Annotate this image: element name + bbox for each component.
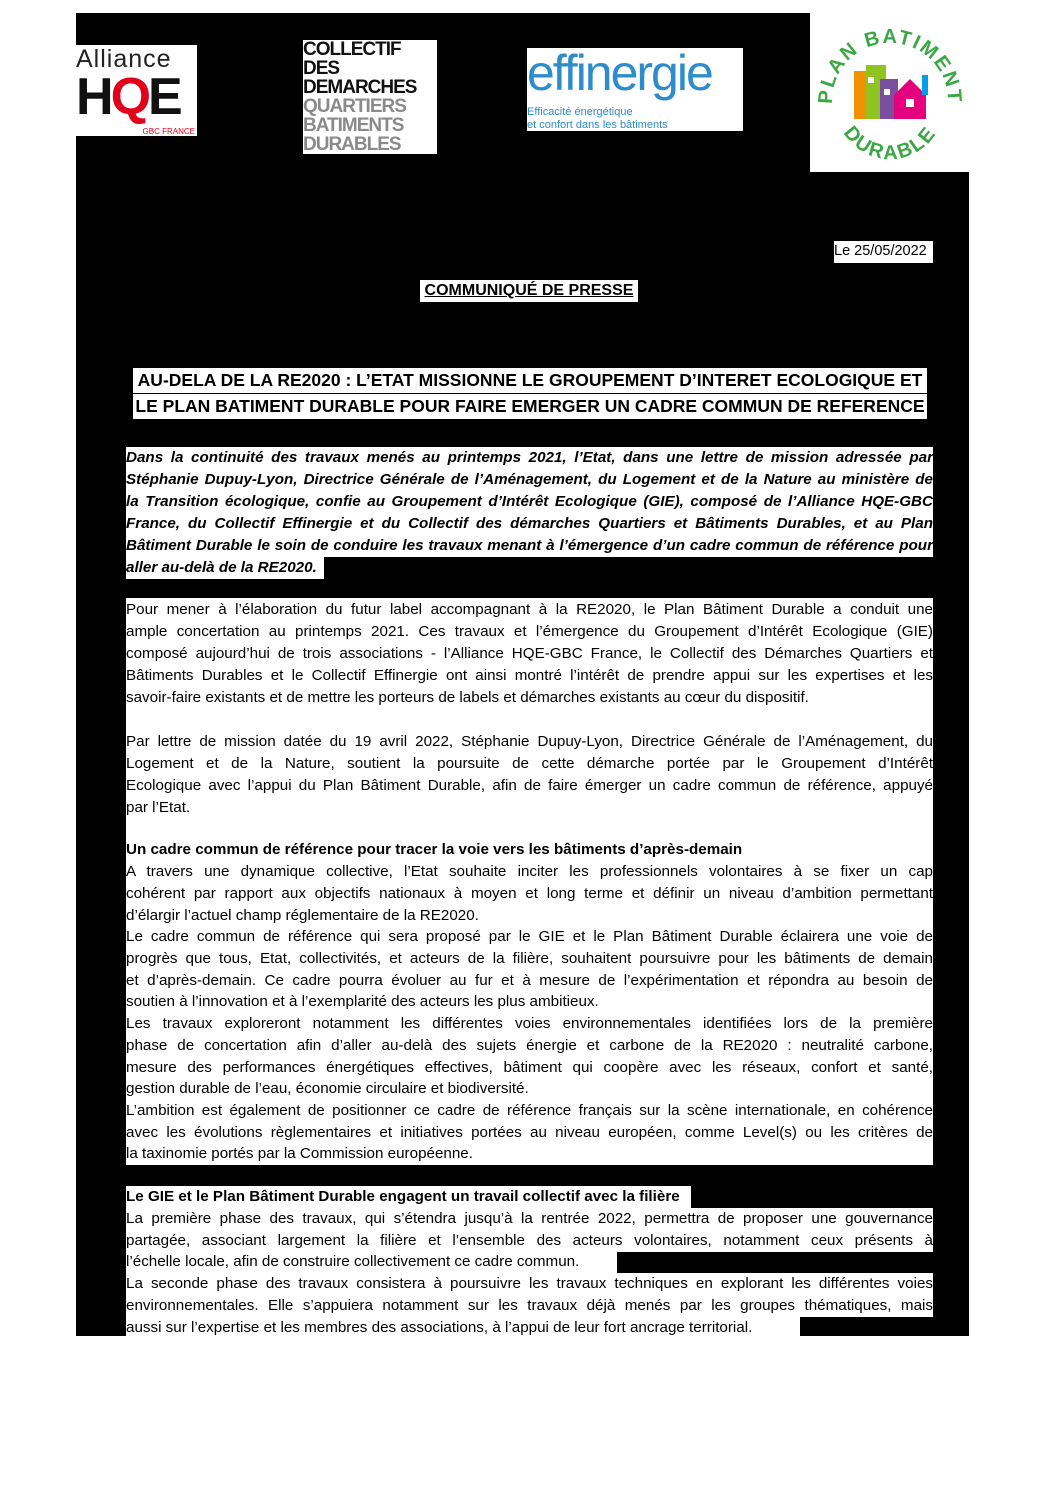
section-2-heading: Le GIE et le Plan Bâtiment Durable engagent un travail collectif avec la filière <box>126 1186 691 1208</box>
collectif-line: QUARTIERS <box>303 96 406 117</box>
section-2-line: l’échelle locale, afin de construire collectivement ce cadre commun. <box>126 1251 617 1273</box>
section-2-line: La première phase des travaux, qui s’étendra jusqu’à la rentrée 2022, permettra de proposer une gouvernance <box>126 1208 933 1230</box>
paragraph-1-line: savoir-faire existants et de mettre les porteurs de labels et démarches existants au cœur du dispositif. <box>126 687 933 709</box>
section-1-line: progrès que tous, Etat, collectivités, et acteurs de la filière, souhaitent poursuivre pour les bâtiments de demain <box>126 948 933 970</box>
collectif-line: DES <box>303 58 340 79</box>
section-1-line: Le cadre commun de référence qui sera proposé par le GIE et le Plan Bâtiment Durable éclairera une voie de <box>126 926 933 948</box>
section-1-heading: Un cadre commun de référence pour tracer la voie vers les bâtiments d’après-demain <box>126 839 933 861</box>
collectif-line: DEMARCHES <box>303 77 417 98</box>
collectif-line: BATIMENTS <box>303 115 404 136</box>
paragraph-2-line: Logement et de la Nature, soutient la poursuite de cette démarche portée par le Groupement d’Intérêt <box>126 753 933 775</box>
section-1-line: phase de concertation afin d’aller au-delà des sujets énergie et carbone de la RE2020 : neutralité carbone, <box>126 1035 933 1057</box>
intro-line: aller au-delà de la RE2020. <box>126 557 324 579</box>
logo-alliance-text: Alliance <box>76 45 172 73</box>
paragraph-2-line: par l’Etat. <box>126 797 933 819</box>
section-1-line: et d’après-demain. Ce cadre pourra évoluer au fur et à mesure de l’expérimentation et répondra au besoin de <box>126 970 933 992</box>
section-1-line: Les travaux exploreront notamment les différentes voies environnementales identifiées lors de la première <box>126 1013 933 1035</box>
collectif-line: COLLECTIF <box>303 40 401 60</box>
section-2-line: environnementales. Elle s’appuiera notamment sur les travaux déjà menés par les groupes thématiques, mais <box>126 1295 933 1317</box>
collectif-line: DURABLES <box>303 134 401 154</box>
plan-batiment-durable-emblem-icon <box>810 13 969 172</box>
section-1-line: mesure des performances énergétiques effectives, bâtiment qui coopère avec les réseaux, confort et santé, <box>126 1057 933 1079</box>
intro-line: Stéphanie Dupuy-Lyon, Directrice Générale de l’Aménagement, du Logement et de la Nature au ministère de <box>126 469 933 491</box>
effinergie-tagline: et confort dans les bâtiments <box>527 119 668 131</box>
effinergie-wordmark: effinergie <box>527 48 712 101</box>
plan-batiment-durable-logo <box>810 13 969 172</box>
section-1-line: avec les évolutions règlementaires et initiatives portées au niveau européen, comme Level(s) ou les critères de <box>126 1122 933 1144</box>
pbd-top-text: PLAN BATIMENT <box>814 25 966 105</box>
paragraph-1-line: Bâtiments Durables et le Collectif Effinergie ont ainsi montré l’intérêt de prendre appui sur les expertises et les <box>126 665 933 687</box>
title-line: AU-DELA DE LA RE2020 : L’ETAT MISSIONNE LE GROUPEMENT D’INTERET ECOLOGIQUE ET <box>133 368 927 393</box>
paragraph-1-line: Pour mener à l’élaboration du futur label accompagnant à la RE2020, le Plan Bâtiment Durable a conduit une <box>126 599 933 621</box>
document-type-heading: COMMUNIQUÉ DE PRESSE <box>420 280 638 302</box>
section-1-line: d’élargir l’actuel champ réglementaire de la RE2020. <box>126 905 933 927</box>
section-2-line: aussi sur l’expertise et les membres des associations, à l’appui de leur fort ancrage territorial. <box>126 1317 800 1339</box>
effinergie-logo <box>527 48 743 131</box>
paragraph-2-line: Ecologique avec l’appui du Plan Bâtiment Durable, afin de faire émerger un cadre commun de référence, appuyé <box>126 775 933 797</box>
section-2-line: La seconde phase des travaux consistera à poursuivre les travaux techniques en explorant les différentes voies <box>126 1273 933 1295</box>
section-1-line: cohérent par rapport aux objectifs nationaux à moyen et long terme et définir un niveau d’ambition permettant <box>126 883 933 905</box>
alliance-hqe-logo <box>76 45 197 136</box>
section-2-line: partagée, associant largement la filière et l’ensemble des acteurs volontaires, notamment ceux présents à <box>126 1230 933 1252</box>
paragraph-1-line: composé aujourd’hui de trois associations - l’Alliance HQE-GBC France, le Collectif des Démarches Quartiers et <box>126 643 933 665</box>
effinergie-tagline: Efficacité énergétique <box>527 106 633 118</box>
section-1-line: A travers une dynamique collective, l’Etat souhaite inciter les professionnels volontaires à se fixer un cap <box>126 861 933 883</box>
svg-text:DURABLE <box>839 122 941 164</box>
collectif-demarches-logo <box>303 40 437 154</box>
section-1-line: gestion durable de l’eau, économie circulaire et biodiversité. <box>126 1078 933 1100</box>
paragraph-2-line: Par lettre de mission datée du 19 avril 2022, Stéphanie Dupuy-Lyon, Directrice Générale de l’Aménagement, du <box>126 731 933 753</box>
press-release-date: Le 25/05/2022 <box>834 241 933 263</box>
intro-line: France, du Collectif Effinergie et du Collectif des démarches Quartiers et Bâtiments Durables, et au Plan <box>126 513 933 535</box>
intro-line: Bâtiment Durable le soin de conduire les travaux menant à l’émergence d’un cadre commun de référence pour <box>126 535 933 557</box>
pbd-bottom-text: DURABLE <box>839 122 941 165</box>
section-1-line: soutien à l’innovation et à l’exemplarité des acteurs les plus ambitieux. <box>126 991 933 1013</box>
logo-hqe-text: HQE <box>76 68 180 126</box>
section-1-line: L’ambition est également de positionner ce cadre de référence français sur la scène internationale, en cohérence <box>126 1100 933 1122</box>
intro-line: Dans la continuité des travaux menés au printemps 2021, l’Etat, dans une lettre de mission adressée par <box>126 447 933 469</box>
title-line: LE PLAN BATIMENT DURABLE POUR FAIRE EMERGER UN CADRE COMMUN DE REFERENCE <box>133 394 927 419</box>
logo-gbc-france-text: GBC FRANCE <box>142 127 195 136</box>
intro-line: la Transition écologique, confie au Groupement d’Intérêt Ecologique (GIE), composé de l’Alliance HQE-GBC <box>126 491 933 513</box>
paragraph-1-line: ample concertation au printemps 2021. Ces travaux et l’émergence du Groupement d’Intérêt Ecologique (GIE) <box>126 621 933 643</box>
section-1-line: la taxinomie portés par la Commission européenne. <box>126 1143 933 1165</box>
